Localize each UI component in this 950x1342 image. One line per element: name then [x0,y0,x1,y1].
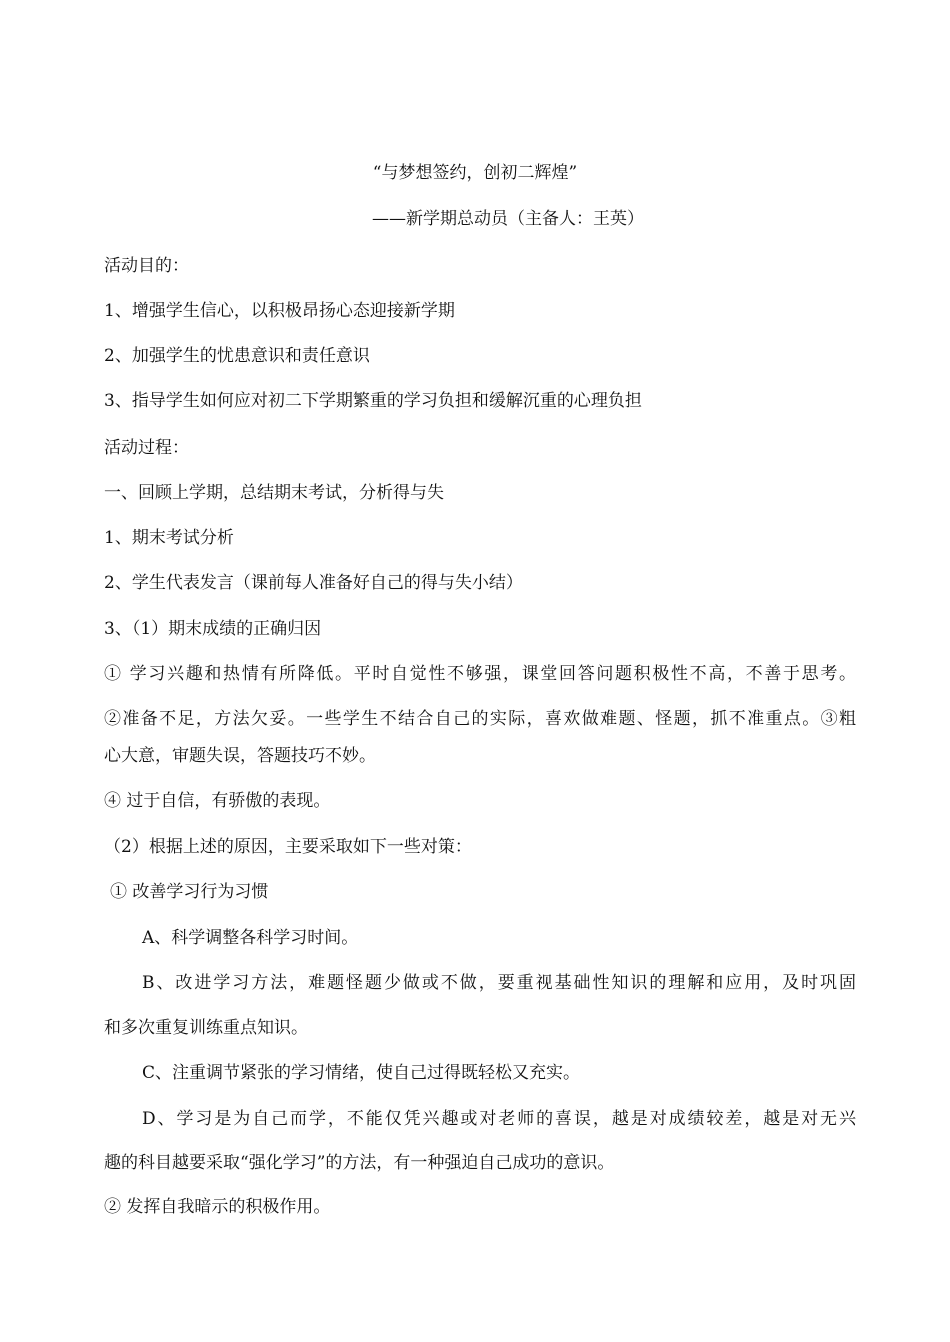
document-subtitle: ——新学期总动员（主备人：王英） [372,209,644,229]
paragraph-line: ④ 过于自信，有骄傲的表现。 [104,791,331,811]
paragraph-line: A、科学调整各科学习时间。 [142,928,359,948]
document-title: “与梦想签约，创初二辉煌” [372,163,578,183]
paragraph-line: D、学习是为自己而学，不能仅凭兴趣或对老师的喜误，越是对成绩较差，越是对无兴 [142,1109,856,1129]
paragraph-line: 和多次重复训练重点知识。 [104,1018,308,1038]
paragraph-line: 3、（1）期末成绩的正确归因 [104,619,322,639]
section-heading-process: 活动过程： [104,438,189,458]
paragraph-line: 2、加强学生的忧患意识和责任意识 [104,346,370,366]
paragraph-line: ① 改善学习行为习惯 [110,882,269,902]
paragraph-line: B、改进学习方法，难题怪题少做或不做，要重视基础性知识的理解和应用，及时巩固 [142,973,856,993]
paragraph-line: 1、增强学生信心，以积极昂扬心态迎接新学期 [104,301,455,321]
section-heading-purpose: 活动目的： [104,256,189,276]
paragraph-line: ① 学习兴趣和热情有所降低。平时自觉性不够强，课堂回答问题积极性不高，不善于思考。 [104,664,856,684]
paragraph-line: 一、回顾上学期，总结期末考试，分析得与失 [104,483,444,503]
paragraph-line: 心大意，审题失误，答题技巧不妙。 [104,746,376,766]
paragraph-line: ②准备不足，方法欠妥。一些学生不结合自己的实际，喜欢做难题、怪题，抓不准重点。③粗 [104,709,856,729]
paragraph-line: C、注重调节紧张的学习情绪，使自己过得既轻松又充实。 [142,1063,581,1083]
paragraph-line: （2）根据上述的原因，主要采取如下一些对策： [104,837,472,857]
paragraph-line: 2、学生代表发言（课前每人准备好自己的得与失小结） [104,573,523,593]
paragraph-line: 1、期末考试分析 [104,528,234,548]
paragraph-line: 趣的科目越要采取“强化学习”的方法，有一种强迫自己成功的意识。 [104,1153,615,1173]
paragraph-line: 3、指导学生如何应对初二下学期繁重的学习负担和缓解沉重的心理负担 [104,391,642,411]
paragraph-line: ② 发挥自我暗示的积极作用。 [104,1197,331,1217]
